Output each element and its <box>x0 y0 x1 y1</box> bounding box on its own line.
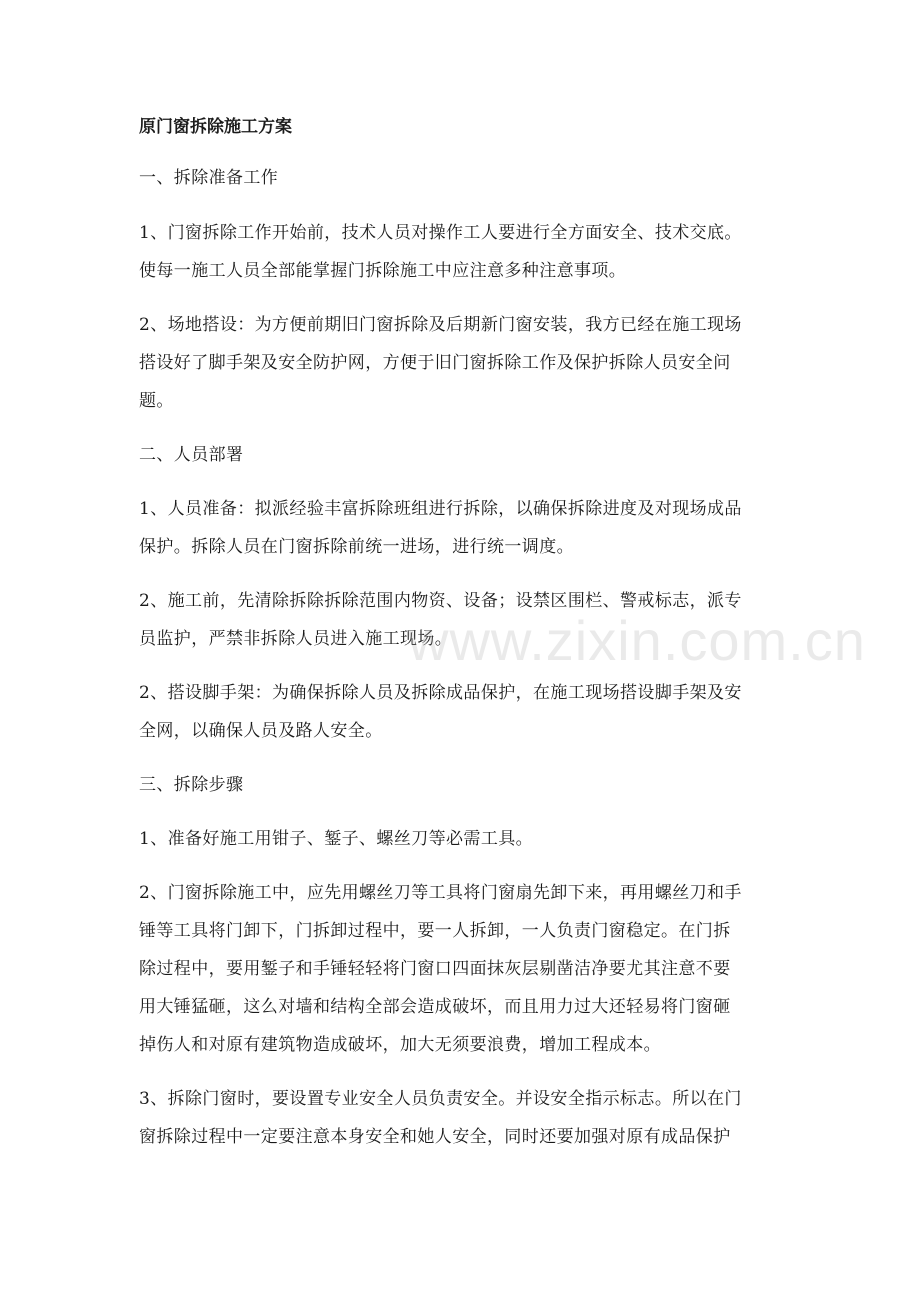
paragraph-line: 员监护，严禁非拆除人员进入施工现场。 <box>139 629 453 649</box>
paragraph-line: 窗拆除过程中一定要注意本身安全和她人安全，同时还要加强对原有成品保护 <box>139 1127 731 1147</box>
paragraph-line: 2、门窗拆除施工中，应先用螺丝刀等工具将门窗扇先卸下来，再用螺丝刀和手 <box>139 883 742 903</box>
paragraph-line: 保护。拆除人员在门窗拆除前统一进场，进行统一调度。 <box>139 537 574 557</box>
paragraph-line: 1、人员准备：拟派经验丰富拆除班组进行拆除，以确保拆除进度及对现场成品 <box>139 499 742 519</box>
paragraph-line: 掉伤人和对原有建筑物造成破坏，加大无须要浪费，增加工程成本。 <box>139 1035 661 1055</box>
paragraph-line: 除过程中，要用錾子和手锤轻轻将门窗口四面抹灰层剔凿洁净要尤其注意不要 <box>139 959 731 979</box>
paragraph-line: 锤等工具将门卸下，门拆卸过程中，要一人拆卸，一人负责门窗稳定。在门拆 <box>139 921 731 941</box>
section-heading: 一、拆除准备工作 <box>139 168 279 188</box>
paragraph-line: 用大锤猛砸，这么对墙和结构全部会造成破坏，而且用力过大还轻易将门窗砸 <box>139 997 731 1017</box>
paragraph-line: 2、场地搭设：为方便前期旧门窗拆除及后期新门窗安装，我方已经在施工现场 <box>139 315 742 335</box>
paragraph-line: 搭设好了脚手架及安全防护网，方便于旧门窗拆除工作及保护拆除人员安全问 <box>139 353 731 373</box>
document-title: 原门窗拆除施工方案 <box>139 117 292 137</box>
paragraph-line: 题。 <box>139 391 174 411</box>
paragraph-line: 2、施工前，先清除拆除拆除范围内物资、设备；设禁区围栏、警戒标志，派专 <box>139 591 742 611</box>
paragraph-line: 3、拆除门窗时，要设置专业安全人员负责安全。并设安全指示标志。所以在门 <box>139 1089 742 1109</box>
paragraph-line: 2、搭设脚手架：为确保拆除人员及拆除成品保护，在施工现场搭设脚手架及安 <box>139 683 742 703</box>
paragraph-line: 1、门窗拆除工作开始前，技术人员对操作工人要进行全方面安全、技术交底。 <box>139 223 742 243</box>
section-heading: 三、拆除步骤 <box>139 775 244 795</box>
watermark: www.zixin.com.cn <box>408 609 866 672</box>
paragraph-line: 使每一施工人员全部能掌握门拆除施工中应注意多种注意事项。 <box>139 261 627 281</box>
paragraph-line: 全网，以确保人员及路人安全。 <box>139 721 383 741</box>
section-heading: 二、人员部署 <box>139 445 244 465</box>
paragraph-line: 1、准备好施工用钳子、錾子、螺丝刀等必需工具。 <box>139 829 534 849</box>
